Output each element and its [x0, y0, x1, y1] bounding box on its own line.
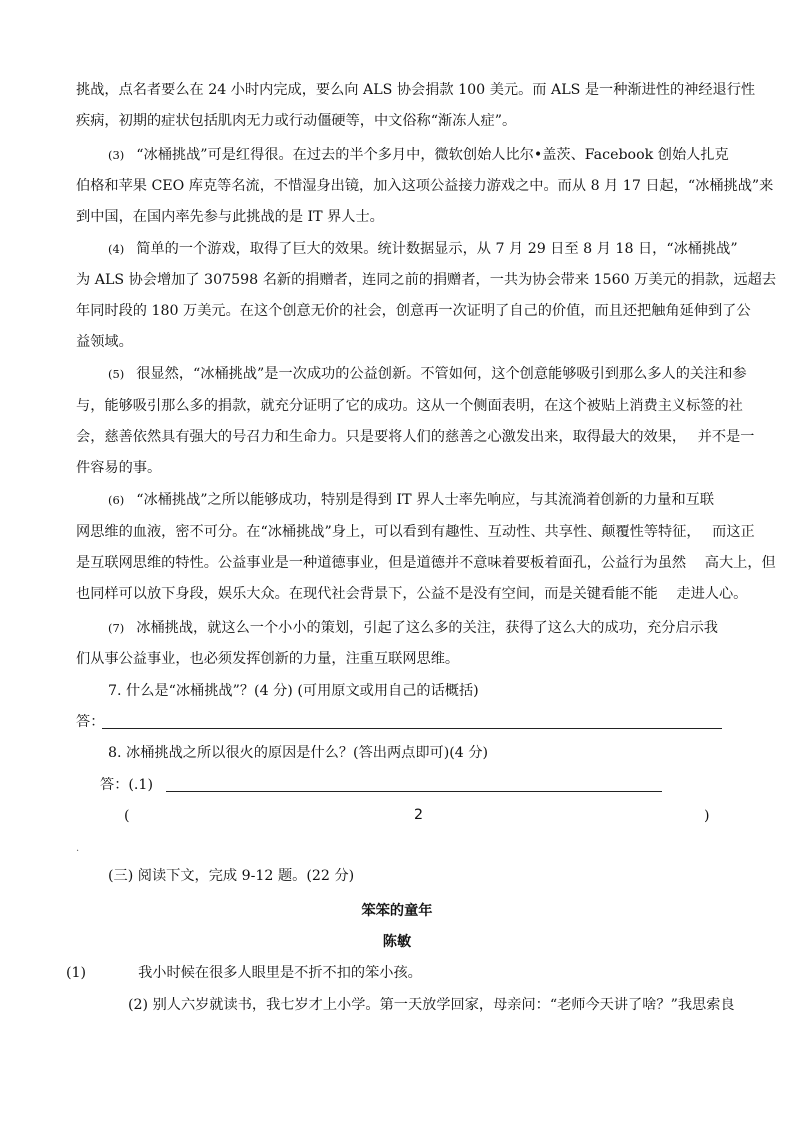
paragraph-5-line: 与，能够吸引那么多的捐款，就充分证明了它的成功。这从一个侧面表明，在这个被贴上消费主义标签的社 [76, 398, 743, 414]
paragraph-6-line: (6) “冰桶挑战”之所以能够成功，特别是得到 IT 界人士率先响应，与其流淌着创新的力量和互联 [108, 492, 715, 508]
answer-item-number: 2 [414, 807, 424, 823]
section-3-intro: (三) 阅读下文，完成 9-12 题。(22 分) [108, 868, 355, 884]
paragraph-number: (7) [108, 621, 125, 635]
paragraph-number: (3) [108, 148, 125, 162]
answer-blank-line[interactable] [102, 728, 722, 729]
paragraph-number: (6) [108, 493, 125, 507]
question-7: 7. 什么是“冰桶挑战”？(4 分) (可用原文或用自己的话概括) [108, 683, 479, 699]
stray-mark: · [76, 846, 80, 857]
paragraph-7-line: 们从事公益事业，也必须发挥创新的力量，注重互联网思维。 [76, 651, 460, 667]
paragraph-5-line: 会，慈善依然具有强大的号召力和生命力。只是要将人们的慈善之心激发出来，取得最大的效果， 并不是一 [76, 429, 755, 445]
article-title: 笨笨的童年 [361, 903, 433, 919]
paragraph-number: (4) [108, 242, 125, 256]
answer-blank-line[interactable] [166, 791, 662, 792]
paragraph-4-line: 为 ALS 协会增加了 307598 名新的捐赠者，连同之前的捐赠者，一共为协会带来 1560 万美元的捐款，远超去 [76, 272, 777, 288]
paragraph-5-line: (5) 很显然，“冰桶挑战”是一次成功的公益创新。不管如何，这个创意能够吸引到那么多人的关注和参 [108, 366, 747, 382]
paren-close: ) [704, 808, 710, 824]
paragraph-number: (5) [108, 367, 125, 381]
paragraph-5-line: 件容易的事。 [76, 460, 162, 476]
answer-label: 答：(.1) [100, 777, 153, 793]
paragraph-6-line: 也同样可以放下身段，娱乐大众。在现代社会背景下，公益不是没有空间，而是关键看能不能 走进人心。 [76, 586, 748, 602]
passage-line: 疾病，初期的症状包括肌肉无力或行动僵硬等，中文俗称“渐冻人症”。 [76, 113, 517, 129]
paragraph-4-line: 年同时段的 180 万美元。在这个创意无价的社会，创意再一次证明了自己的价值，而且还把触角延伸到了公 [76, 303, 751, 319]
section-3-paragraph-2: (2) 别人六岁就读书，我七岁才上小学。第一天放学回家，母亲问：“老师今天讲了啥？”我思索良 [128, 997, 735, 1013]
paragraph-4-line: 益领域。 [76, 334, 133, 350]
article-author: 陈敏 [382, 934, 412, 950]
paragraph-4-line: (4) 简单的一个游戏，取得了巨大的效果。统计数据显示，从 7 月 29 日至 8 月 18 日，“冰桶挑战” [108, 241, 738, 257]
passage-line: 挑战，点名者要么在 24 小时内完成，要么向 ALS 协会捐款 100 美元。而 ALS 是一种渐进性的神经退行性 [76, 82, 756, 98]
section-3-paragraph-1: (1) 我小时候在很多人眼里是不折不扣的笨小孩。 [66, 965, 422, 981]
answer-label: 答： [76, 714, 105, 730]
paragraph-6-line: 网思维的血液，密不可分。在“冰桶挑战”身上，可以看到有趣性、互动性、共享性、颠覆性等特征， 而这正 [76, 524, 755, 540]
paragraph-6-line: 是互联网思维的特性。公益事业是一种道德事业，但是道德并不意味着要板着面孔，公益行为虽然 高大上，但 [76, 555, 776, 571]
paragraph-3-line: 到中国，在国内率先参与此挑战的是 IT 界人士。 [76, 209, 384, 225]
paragraph-7-line: (7) 冰桶挑战，就这么一个小小的策划，引起了这么多的关注，获得了这么大的成功，充分启示我 [108, 620, 718, 636]
paragraph-3-line: 伯格和苹果 CEO 库克等名流，不惜湿身出镜，加入这项公益接力游戏之中。而从 8 月 17 日起，“冰桶挑战”来 [76, 178, 774, 194]
question-8: 8. 冰桶挑战之所以很火的原因是什么？(答出两点即可)(4 分) [108, 745, 489, 761]
paragraph-number: (1) [66, 965, 87, 981]
paragraph-3-line: (3) “冰桶挑战”可是红得很。在过去的半个多月中，微软创始人比尔•盖茨、Facebook 创始人扎克 [108, 147, 729, 163]
paren-open: ( [124, 808, 130, 824]
